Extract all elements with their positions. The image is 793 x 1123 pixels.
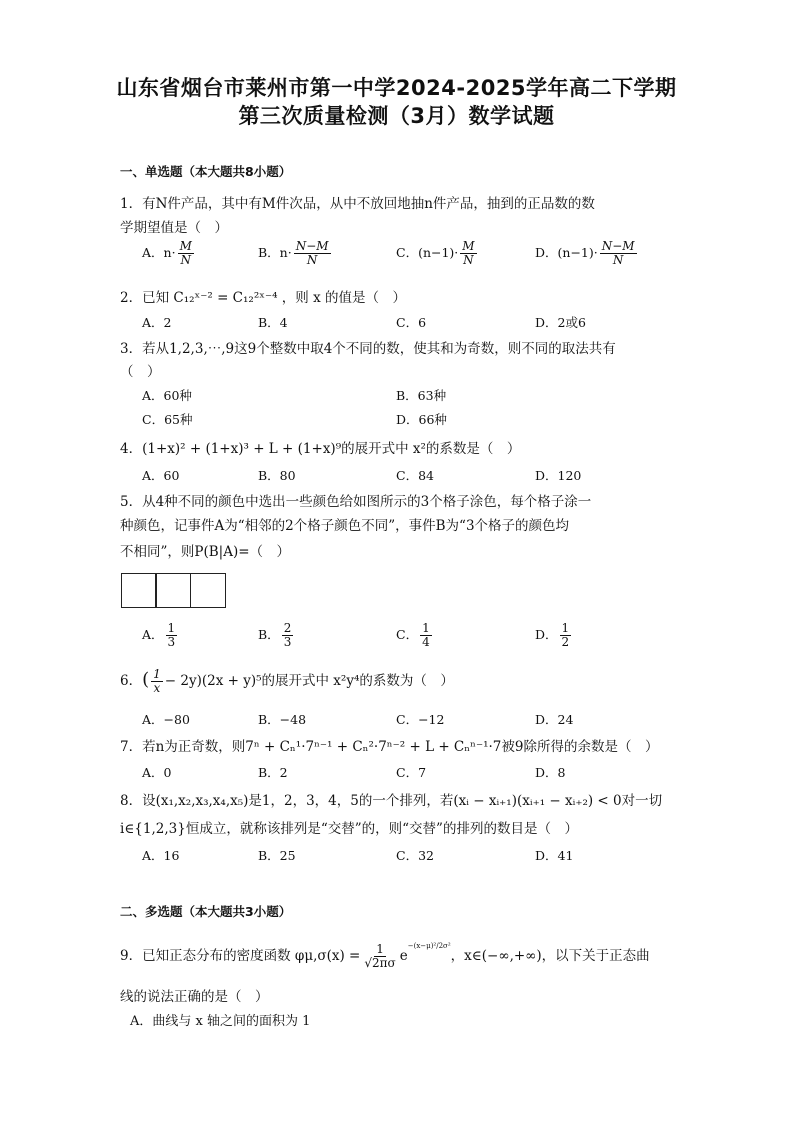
- q1-d-den: N: [612, 253, 624, 267]
- q3-option-a: A．60种: [142, 388, 192, 403]
- q1-option-b: [258, 240, 333, 267]
- q2-option-a: A．2: [142, 315, 172, 330]
- q3-option-d: D．66种: [396, 412, 447, 427]
- q9-stem-line1: 9．已知正态分布的密度函数 φμ,σ(x) = $\frac{1}{√2\pi\sigma}$ $e^{-(x-\mu)^2/2\sigma^2}$，x∈(−∞,+∞)，以下关于正态曲: [120, 942, 650, 970]
- q6-frac-den: x: [153, 681, 161, 695]
- q5-option-b-label: B．: [258, 627, 280, 642]
- q3-stem-line2: （ ）: [120, 364, 161, 380]
- q1-option-c: [396, 240, 479, 267]
- q1-option-d-label: D．(n−1)·: [535, 245, 598, 260]
- q1-c-den: N: [463, 253, 474, 267]
- q2-option-d: D．2或6: [535, 315, 586, 330]
- q5-b-den: 3: [283, 635, 292, 649]
- q7-option-a: A．0: [142, 765, 172, 780]
- exam-title-line1: 山东省烟台市莱州市第一中学2024-2025学年高二下学期: [116, 76, 677, 100]
- q3-stem-line1: 3．若从1,2,3,⋯,9这9个整数中取4个不同的数，使其和为奇数，则不同的取法共有: [120, 341, 616, 357]
- q5-a-den: 3: [167, 635, 176, 649]
- q1-option-a: [142, 240, 196, 267]
- q4-option-c: C．84: [396, 468, 434, 483]
- section-multiple-choice-heading: 二、多选题（本大题共3小题）: [120, 904, 292, 919]
- q1-d-num: N−M: [601, 239, 635, 253]
- q5-option-b: [258, 622, 295, 649]
- q5-option-a: [142, 622, 179, 649]
- exam-title-line2: 第三次质量检测（3月）数学试题: [238, 104, 555, 128]
- q5-option-d: [535, 622, 573, 649]
- grid-cell-1: [121, 573, 157, 608]
- q4-stem: 4．(1+x)² + (1+x)³ + L + (1+x)⁹的展开式中 x²的系数是（ ）: [120, 441, 521, 457]
- q8-option-a: A．16: [142, 848, 180, 863]
- q5-stem-line2: 种颜色，记事件A为“相邻的2个格子颜色不同”，事件B为“3个格子的颜色均: [120, 518, 570, 534]
- q5-option-c: [396, 622, 434, 649]
- q9-stem-pre: 9．已知正态分布的密度函数 φμ,σ(x) =: [120, 948, 361, 964]
- q6-number: 6．: [120, 673, 143, 689]
- q5-c-num: 1: [422, 621, 430, 635]
- q9-frac-den: √2πσ: [364, 956, 396, 970]
- q3-option-b: B．63种: [396, 388, 447, 403]
- section-single-choice-heading: 一、单选题（本大题共8小题）: [120, 164, 292, 179]
- q7-stem: 7．若n为正奇数，则7ⁿ + Cₙ¹·7ⁿ⁻¹ + Cₙ²·7ⁿ⁻² + L + Cₙⁿ⁻¹·7被9除所得的余数是（ ）: [120, 739, 659, 755]
- q1-b-num: N−M: [295, 239, 329, 253]
- q1-b-den: N: [306, 253, 318, 267]
- q1-stem-line1: 1．有N件产品，其中有M件次品，从中不放回地抽n件产品，抽到的正品数的数: [120, 196, 595, 212]
- q6-option-c: C．−12: [396, 712, 445, 727]
- q4-option-a: A．60: [142, 468, 180, 483]
- q8-stem-line1: 8．设(x₁,x₂,x₃,x₄,x₅)是1，2，3，4，5的一个排列，若(xᵢ − xᵢ₊₁)(xᵢ₊₁ − xᵢ₊₂) < 0对一切: [120, 793, 663, 809]
- q7-option-c: C．7: [396, 765, 427, 780]
- q8-option-d: D．41: [535, 848, 574, 863]
- q7-option-d: D．8: [535, 765, 566, 780]
- q1-stem-line2: 学期望值是（ ）: [120, 220, 228, 236]
- three-cell-grid-figure: [122, 573, 226, 608]
- grid-cell-2: [155, 573, 191, 608]
- q1-a-den: N: [180, 253, 191, 267]
- q7-option-b: B．2: [258, 765, 288, 780]
- q9-exponent: −(x−μ)²/2σ²: [407, 942, 451, 950]
- q3-option-c: C．65种: [142, 412, 193, 427]
- q6-stem: 6．( $\frac{1}{x}$ − 2y)(2x + y)⁵的展开式中 x²y⁴的系数为（ ）: [120, 667, 454, 695]
- q6-option-a: A．−80: [142, 712, 190, 727]
- q8-option-b: B．25: [258, 848, 296, 863]
- q1-option-d: [535, 240, 639, 267]
- q9-option-a: A．曲线与 x 轴之间的面积为 1: [130, 1014, 311, 1029]
- q6-stem-rest: − 2y)(2x + y)⁵的展开式中 x²y⁴的系数为（ ）: [164, 673, 454, 689]
- q5-stem-line3: 不相同”，则P(B|A)=（ ）: [120, 544, 291, 560]
- q4-option-b: B．80: [258, 468, 296, 483]
- q5-d-num: 1: [561, 621, 570, 635]
- q5-b-num: 2: [283, 621, 292, 635]
- q1-a-num: M: [179, 239, 192, 253]
- q2-stem: 2．已知 C₁₂ˣ⁻² = C₁₂²ˣ⁻⁴ ，则 x 的值是（ ）: [120, 290, 406, 306]
- q5-option-c-label: C．: [396, 627, 419, 642]
- q5-option-a-label: A．: [142, 627, 164, 642]
- q4-option-d: D．120: [535, 468, 582, 483]
- q1-option-c-label: C．(n−1)·: [396, 245, 459, 260]
- q5-option-d-label: D．: [535, 627, 558, 642]
- q9-stem-line2: 线的说法正确的是（ ）: [120, 989, 269, 1005]
- grid-cell-3: [190, 573, 226, 608]
- q1-option-a-label: A．n·: [142, 245, 176, 260]
- q5-stem-line1: 5．从4种不同的颜色中选出一些颜色给如图所示的3个格子涂色，每个格子涂一: [120, 494, 592, 510]
- q9-frac-num: 1: [376, 942, 384, 956]
- q1-c-num: M: [462, 239, 475, 253]
- q6-frac-num: 1: [153, 667, 161, 681]
- q2-option-c: C．6: [396, 315, 427, 330]
- q5-d-den: 2: [561, 635, 570, 649]
- q2-option-b: B．4: [258, 315, 288, 330]
- q5-c-den: 4: [422, 635, 430, 649]
- q5-a-num: 1: [167, 621, 176, 635]
- q8-stem-line2: i∈{1,2,3}恒成立，就称该排列是“交替”的，则“交替”的排列的数目是（ ）: [120, 821, 578, 837]
- q6-option-d: D．24: [535, 712, 574, 727]
- q6-option-b: B．−48: [258, 712, 307, 727]
- q1-option-b-label: B．n·: [258, 245, 292, 260]
- q8-option-c: C．32: [396, 848, 434, 863]
- q9-stem-post: ，x∈(−∞,+∞)，以下关于正态曲: [450, 948, 650, 964]
